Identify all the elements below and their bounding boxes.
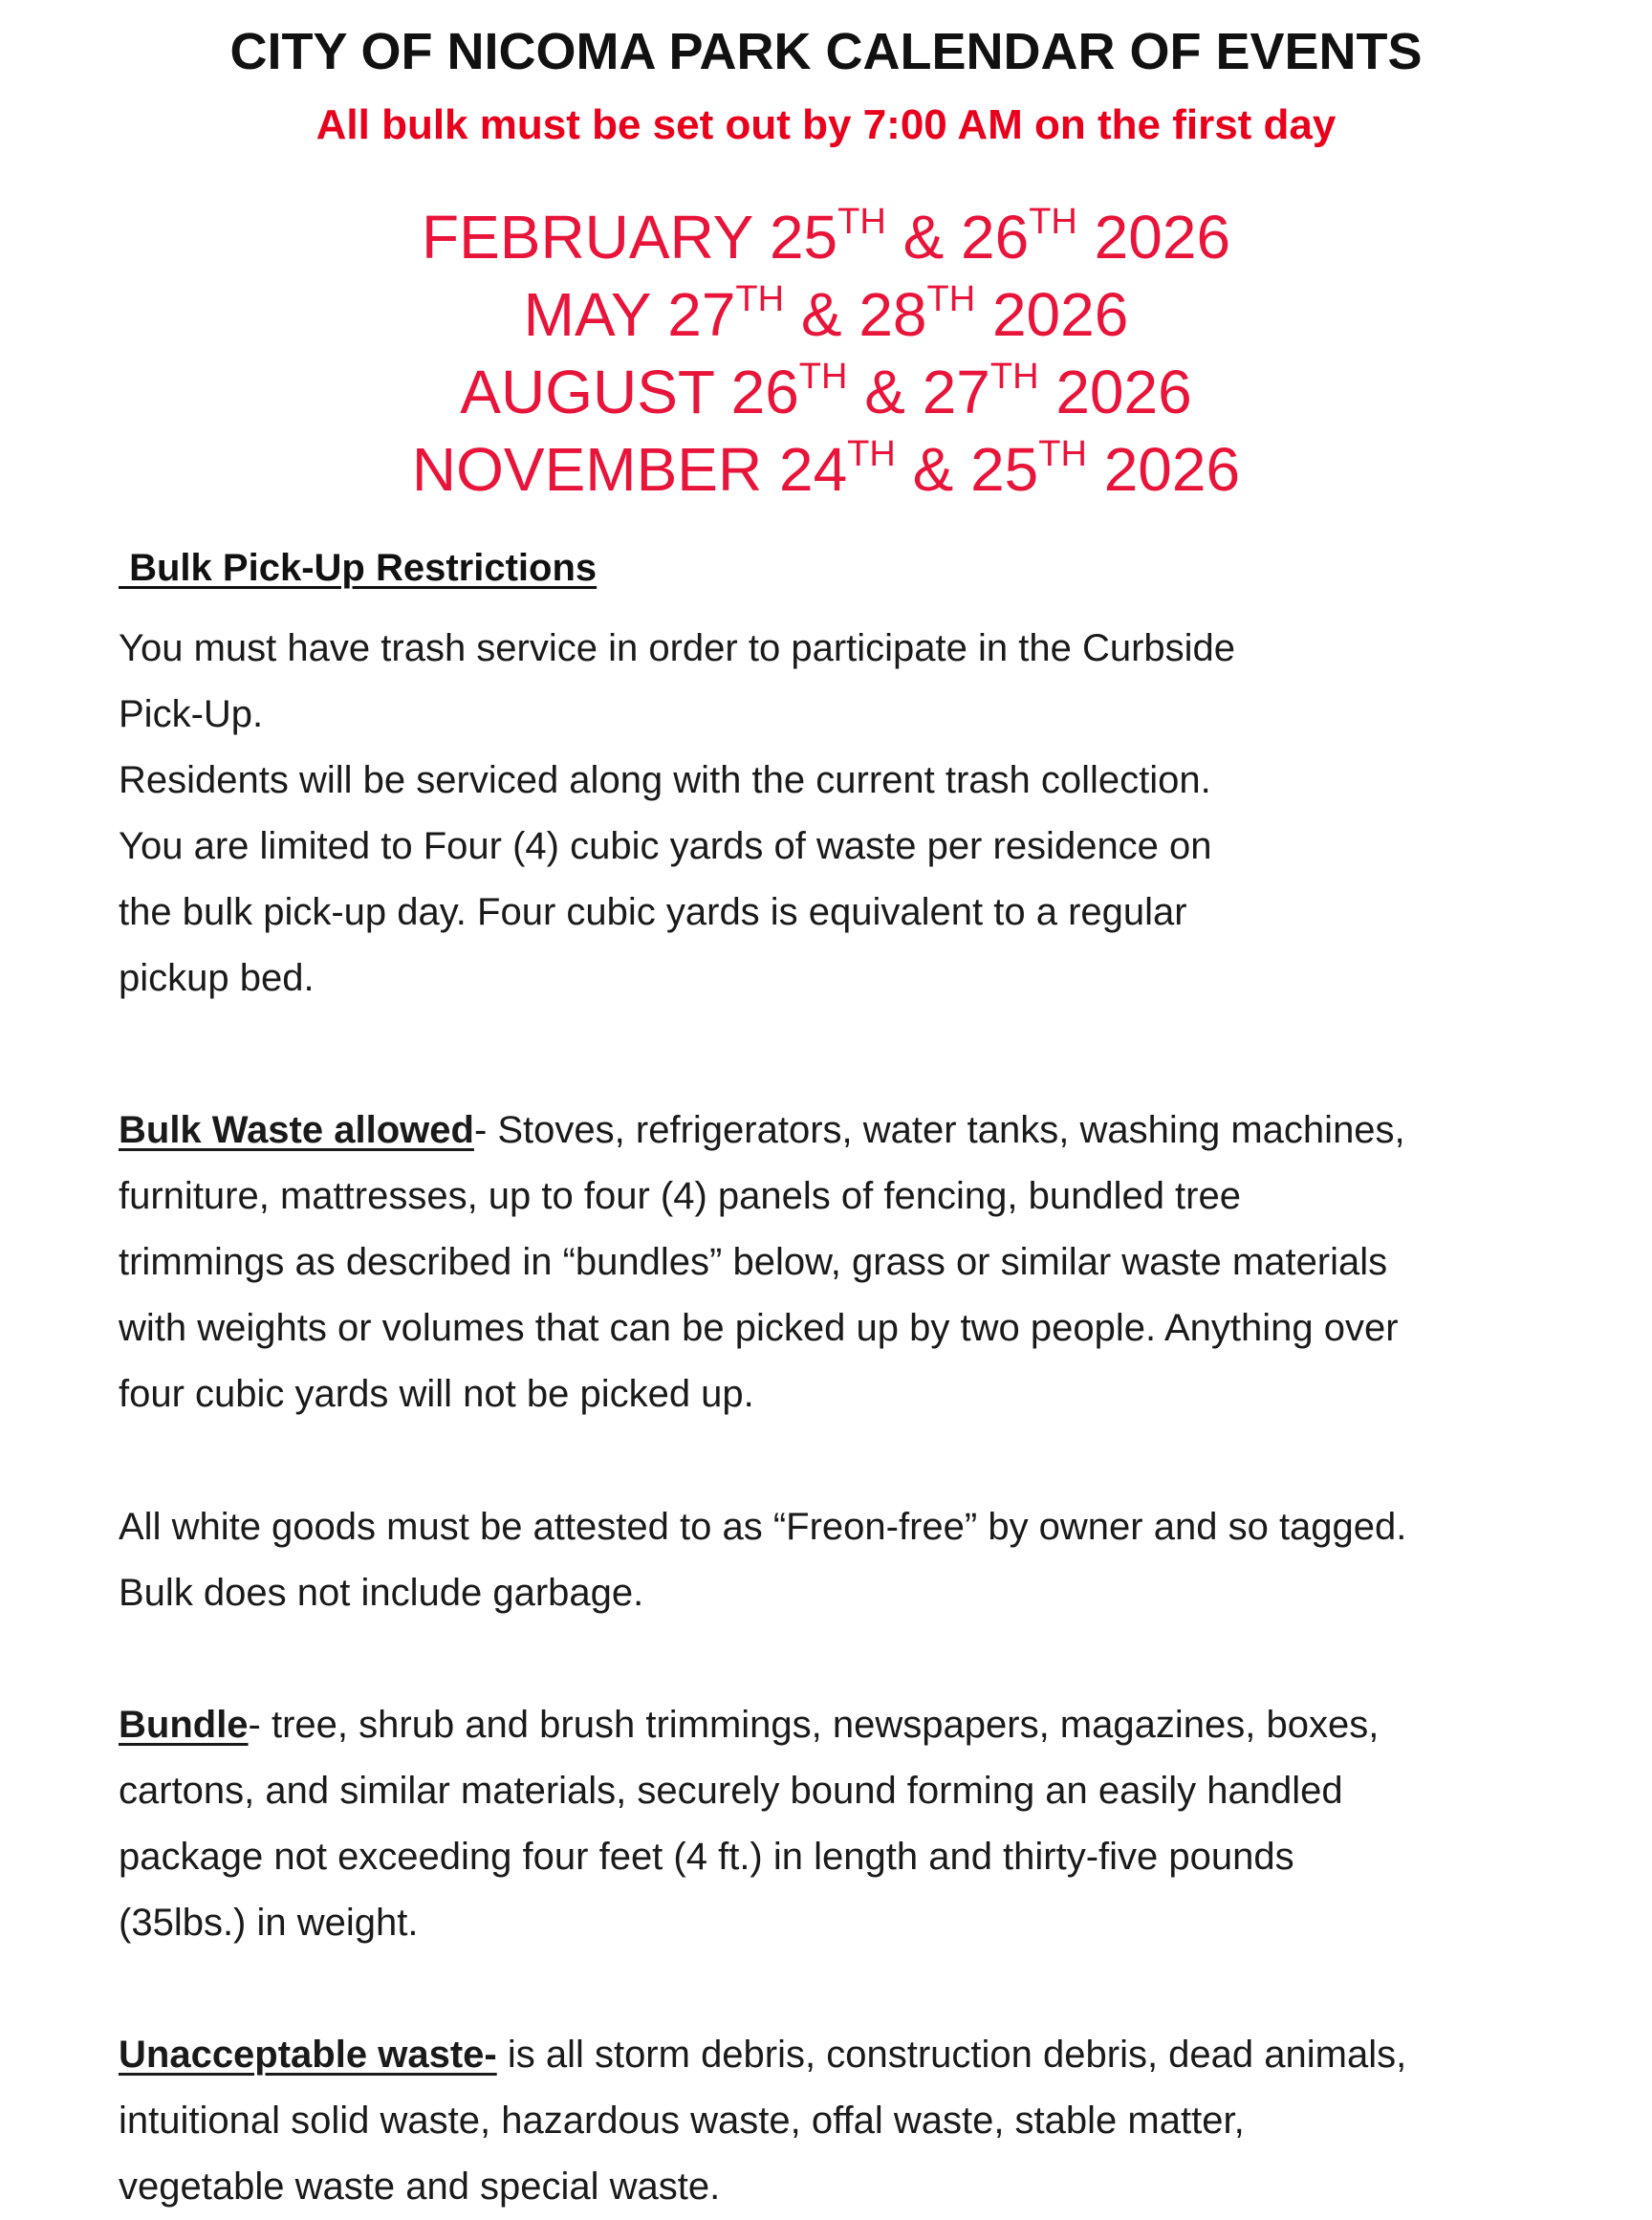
paragraph-line: You are limited to Four (4) cubic yards of waste per residence on (119, 825, 1212, 867)
unacceptable-label: Unacceptable waste- (119, 2034, 497, 2076)
paragraph-line: Bulk Waste allowed- Stoves, refrigerators, water tanks, washing machines, (119, 1109, 1405, 1151)
paragraph-line: vegetable waste and special waste. (119, 2166, 721, 2208)
date-line-february: FEBRUARY 25TH & 26TH 2026 (421, 201, 1231, 272)
paragraph-line: package not exceeding four feet (4 ft.) in length and thirty-five pounds (119, 1836, 1294, 1878)
paragraph-line: Bulk does not include garbage. (119, 1572, 644, 1614)
paragraph-line: Residents will be serviced along with the current trash collection. (119, 759, 1211, 801)
paragraph-line: Pick-Up. (119, 693, 264, 735)
paragraph-line: All white goods must be attested to as “Freon-free” by owner and so tagged. (119, 1506, 1407, 1548)
paragraph-line: trimmings as described in “bundles” below, grass or similar waste materials (119, 1241, 1388, 1283)
white-goods-paragraph (119, 1494, 1610, 1626)
paragraph-line: cartons, and similar materials, securely bound forming an easily handled (119, 1770, 1343, 1812)
date-line-august: AUGUST 26TH & 27TH 2026 (460, 356, 1192, 426)
date-line-may: MAY 27TH & 28TH 2026 (523, 278, 1129, 349)
paragraph-line: (35lbs.) in weight. (119, 1902, 419, 1944)
bundle-label: Bundle (119, 1704, 249, 1746)
unacceptable-paragraph (119, 2022, 1610, 2220)
paragraph-line: pickup bed. (119, 957, 315, 999)
paragraph-line: intuitional solid waste, hazardous waste, offal waste, stable matter, (119, 2100, 1245, 2142)
date-line-november: NOVEMBER 24TH & 25TH 2026 (411, 433, 1241, 504)
restrictions-paragraph (119, 616, 1610, 1012)
bundle-paragraph (119, 1692, 1610, 1956)
document-title: CITY OF NICOMA PARK CALENDAR OF EVENTS (229, 23, 1423, 80)
setout-notice: All bulk must be set out by 7:00 AM on the first day (315, 101, 1337, 148)
paragraph-line: furniture, mattresses, up to four (4) panels of fencing, bundled tree (119, 1175, 1241, 1217)
paragraph-line: You must have trash service in order to participate in the Curbside (119, 627, 1236, 669)
restrictions-heading: Bulk Pick-Up Restrictions (119, 547, 598, 589)
pickup-dates (0, 199, 1652, 509)
paragraph-line: the bulk pick-up day. Four cubic yards is equivalent to a regular (119, 891, 1187, 933)
paragraph-line: Bundle- tree, shrub and brush trimmings, newspapers, magazines, boxes, (119, 1704, 1380, 1746)
bulk-waste-paragraph (119, 1098, 1610, 1427)
paragraph-line: Unacceptable waste- is all storm debris, construction debris, dead animals, (119, 2034, 1407, 2076)
paragraph-line: four cubic yards will not be picked up. (119, 1373, 754, 1415)
bulk-waste-label: Bulk Waste allowed (119, 1109, 474, 1151)
paragraph-line: with weights or volumes that can be picked up by two people. Anything over (119, 1307, 1399, 1349)
